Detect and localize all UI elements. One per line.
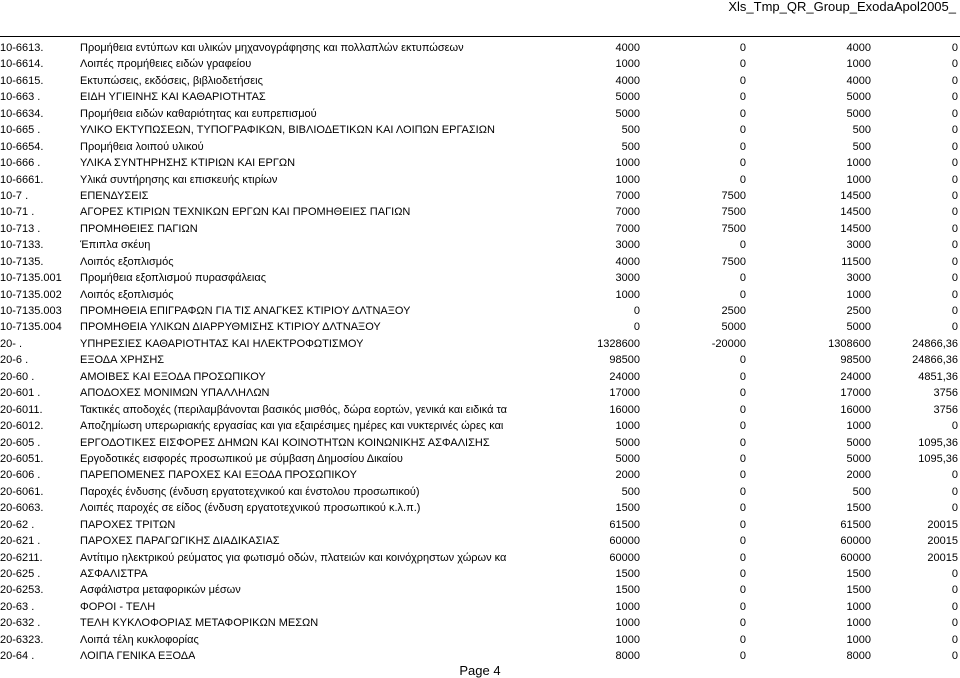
- description-cell: ΥΠΗΡΕΣΙΕΣ ΚΑΘΑΡΙΟΤΗΤΑΣ ΚΑΙ ΗΛΕΚΤΡΟΦΩΤΙΣΜΟΥ: [80, 337, 364, 350]
- account-code-cell: 10-6613.: [0, 42, 44, 54]
- final-amount-cell: 1000: [846, 173, 871, 186]
- header-divider: [0, 36, 960, 37]
- spent-amount-cell: 0: [951, 74, 958, 87]
- final-amount-cell: 60000: [840, 551, 871, 564]
- final-amount-cell: 500: [852, 485, 871, 498]
- final-amount-cell: 17000: [840, 387, 871, 400]
- description-cell: ΦΟΡΟΙ - ΤΕΛΗ: [80, 600, 156, 613]
- description-cell: Εκτυπώσεις, εκδόσεις, βιβλιοδετήσεις: [80, 74, 263, 87]
- description-cell: Λοιπές προμήθειες ειδών γραφείου: [80, 58, 252, 71]
- account-code-cell: 10-7135.004: [0, 321, 62, 334]
- change-amount-cell: 7500: [721, 206, 746, 219]
- spent-amount-cell: 0: [951, 222, 958, 235]
- table-row: [0, 155, 960, 171]
- description-cell: Λοιπός εξοπλισμός: [80, 288, 174, 301]
- final-amount-cell: 14500: [840, 189, 871, 202]
- spent-amount-cell: 0: [951, 485, 958, 498]
- change-amount-cell: 0: [739, 584, 746, 597]
- final-amount-cell: 14500: [840, 222, 871, 235]
- spent-amount-cell: 0: [951, 255, 958, 268]
- spent-amount-cell: 0: [951, 617, 958, 630]
- table-row: [0, 599, 960, 615]
- spent-amount-cell: 0: [951, 584, 958, 597]
- table-row: [0, 336, 960, 352]
- spent-amount-cell: 0: [951, 469, 958, 482]
- change-amount-cell: 0: [739, 387, 746, 400]
- account-code-cell: 10-7135.: [0, 255, 44, 268]
- change-amount-cell: -20000: [711, 337, 746, 350]
- table-row: [0, 221, 960, 237]
- final-amount-cell: 8000: [846, 650, 871, 663]
- spent-amount-cell: 0: [951, 140, 958, 153]
- table-row: [0, 418, 960, 434]
- description-cell: Προμήθεια εξοπλισμού πυρασφάλειας: [80, 272, 267, 285]
- spent-amount-cell: 24866,36: [912, 337, 958, 350]
- initial-amount-cell: 1000: [615, 420, 640, 433]
- table-row: [0, 533, 960, 549]
- final-amount-cell: 60000: [840, 535, 871, 548]
- account-code-cell: 20-6012.: [0, 420, 44, 433]
- initial-amount-cell: 98500: [609, 354, 640, 367]
- description-cell: ΕΡΓΟΔΟΤΙΚΕΣ ΕΙΣΦΟΡΕΣ ΔΗΜΩΝ ΚΑΙ ΚΟΙΝΟΤΗΤΩΝ ΚΟΙΝΩΝΙΚΗΣ ΑΣΦΑΛΙΣΗΣ: [80, 436, 490, 449]
- spent-amount-cell: 0: [951, 239, 958, 252]
- change-amount-cell: 7500: [721, 189, 746, 202]
- account-code-cell: 10-663 .: [0, 91, 41, 104]
- initial-amount-cell: 16000: [609, 403, 640, 416]
- final-amount-cell: 1500: [846, 584, 871, 597]
- table-row: [0, 270, 960, 286]
- description-cell: ΑΠΟΔΟΧΕΣ ΜΟΝΙΜΩΝ ΥΠΑΛΛΗΛΩΝ: [80, 387, 270, 400]
- description-cell: Προμήθεια εντύπων και υλικών μηχανογράφησης και πολλαπλών εκτυπώσεων: [80, 42, 464, 54]
- description-cell: Ασφάλιστρα μεταφορικών μέσων: [80, 584, 241, 597]
- account-code-cell: 10-713 .: [0, 222, 41, 235]
- initial-amount-cell: 1000: [615, 173, 640, 186]
- account-code-cell: 10-666 .: [0, 157, 41, 170]
- change-amount-cell: 0: [739, 91, 746, 104]
- spent-amount-cell: 3756: [933, 387, 958, 400]
- account-code-cell: 20-6063.: [0, 502, 44, 515]
- account-code-cell: 10-6615.: [0, 74, 44, 87]
- change-amount-cell: 7500: [721, 222, 746, 235]
- initial-amount-cell: 4000: [615, 42, 640, 54]
- spent-amount-cell: 20015: [927, 551, 958, 564]
- description-cell: ΕΠΕΝΔΥΣΕΙΣ: [80, 189, 149, 202]
- initial-amount-cell: 5000: [615, 107, 640, 120]
- spent-amount-cell: 0: [951, 568, 958, 580]
- spent-amount-cell: 0: [951, 189, 958, 202]
- final-amount-cell: 500: [852, 140, 871, 153]
- change-amount-cell: 0: [739, 42, 746, 54]
- spent-amount-cell: 20015: [927, 518, 958, 531]
- table-row: [0, 615, 960, 631]
- initial-amount-cell: 1000: [615, 58, 640, 71]
- change-amount-cell: 0: [739, 124, 746, 137]
- change-amount-cell: 2500: [721, 305, 746, 317]
- initial-amount-cell: 4000: [615, 255, 640, 268]
- change-amount-cell: 0: [739, 485, 746, 498]
- initial-amount-cell: 24000: [609, 370, 640, 383]
- final-amount-cell: 14500: [840, 206, 871, 219]
- account-code-cell: 20-6061.: [0, 485, 44, 498]
- initial-amount-cell: 17000: [609, 387, 640, 400]
- description-cell: ΠΑΡΕΠΟΜΕΝΕΣ ΠΑΡΟΧΕΣ ΚΑΙ ΕΞΟΔΑ ΠΡΟΣΩΠΙΚΟΥ: [80, 469, 357, 482]
- table-row: [0, 139, 960, 155]
- table-row: [0, 484, 960, 500]
- description-cell: Λοιπά τέλη κυκλοφορίας: [80, 633, 199, 646]
- description-cell: ΕΞΟΔΑ ΧΡΗΣΗΣ: [80, 354, 165, 367]
- change-amount-cell: 0: [739, 535, 746, 548]
- table-row: [0, 172, 960, 188]
- final-amount-cell: 1308600: [828, 337, 871, 350]
- table-row: [0, 566, 960, 582]
- initial-amount-cell: 7000: [615, 189, 640, 202]
- description-cell: Λοιπές παροχές σε είδος (ένδυση εργατοτεχνικού προσωπικού κ.λ.π.): [80, 502, 421, 515]
- page-number: Page 4: [459, 663, 501, 678]
- final-amount-cell: 2000: [846, 469, 871, 482]
- description-cell: ΠΡΟΜΗΘΕΙΑ ΕΠΙΓΡΑΦΩΝ ΓΙΑ ΤΙΣ ΑΝΑΓΚΕΣ ΚΤΙΡΙΟΥ ΔΛΤΝΑΞΟΥ: [80, 305, 411, 317]
- spent-amount-cell: 0: [951, 173, 958, 186]
- account-code-cell: 20-62 .: [0, 518, 35, 531]
- account-code-cell: 10-7133.: [0, 239, 44, 252]
- initial-amount-cell: 3000: [615, 272, 640, 285]
- table-row: [0, 402, 960, 418]
- table-row: [0, 550, 960, 566]
- description-cell: Υλικά συντήρησης και επισκευής κτιρίων: [80, 173, 278, 186]
- initial-amount-cell: 3000: [615, 239, 640, 252]
- table-row: [0, 582, 960, 598]
- account-code-cell: 20-6 .: [0, 354, 29, 367]
- change-amount-cell: 0: [739, 420, 746, 433]
- description-cell: ΑΜΟΙΒΕΣ ΚΑΙ ΕΞΟΔΑ ΠΡΟΣΩΠΙΚΟΥ: [80, 370, 266, 383]
- account-code-cell: 20- .: [0, 337, 23, 350]
- change-amount-cell: 0: [739, 568, 746, 580]
- table-row: [0, 254, 960, 270]
- table-row: [0, 122, 960, 138]
- initial-amount-cell: 1000: [615, 157, 640, 170]
- change-amount-cell: 0: [739, 551, 746, 564]
- final-amount-cell: 5000: [846, 321, 871, 334]
- change-amount-cell: 0: [739, 157, 746, 170]
- change-amount-cell: 0: [739, 403, 746, 416]
- change-amount-cell: 0: [739, 107, 746, 120]
- change-amount-cell: 0: [739, 617, 746, 630]
- final-amount-cell: 4000: [846, 74, 871, 87]
- table-row: [0, 237, 960, 253]
- description-cell: ΕΙΔΗ ΥΓΙΕΙΝΗΣ ΚΑΙ ΚΑΘΑΡΙΟΤΗΤΑΣ: [80, 91, 266, 104]
- table-row: [0, 451, 960, 467]
- spent-amount-cell: 0: [951, 272, 958, 285]
- table-row: [0, 500, 960, 516]
- change-amount-cell: 0: [739, 469, 746, 482]
- table-row: [0, 188, 960, 204]
- table-row: [0, 40, 960, 56]
- final-amount-cell: 1500: [846, 568, 871, 580]
- initial-amount-cell: 1000: [615, 617, 640, 630]
- description-cell: Αποζημίωση υπερωριακής εργασίας και για εξαιρέσιμες ημέρες και νυκτερινές ώρες και: [80, 420, 504, 433]
- table-row: [0, 56, 960, 72]
- description-cell: ΥΛΙΚΑ ΣΥΝΤΗΡΗΣΗΣ ΚΤΙΡΙΩΝ ΚΑΙ ΕΡΓΩΝ: [80, 157, 296, 170]
- spent-amount-cell: 0: [951, 650, 958, 663]
- account-code-cell: 20-6211.: [0, 551, 43, 564]
- table-row: [0, 369, 960, 385]
- final-amount-cell: 500: [852, 124, 871, 137]
- initial-amount-cell: 7000: [615, 222, 640, 235]
- account-code-cell: 10-7135.003: [0, 305, 62, 317]
- description-cell: Προμήθεια λοιπού υλικού: [80, 140, 204, 153]
- initial-amount-cell: 0: [633, 321, 640, 334]
- final-amount-cell: 1000: [846, 600, 871, 613]
- change-amount-cell: 0: [739, 74, 746, 87]
- initial-amount-cell: 2000: [615, 469, 640, 482]
- final-amount-cell: 1500: [846, 502, 871, 515]
- change-amount-cell: 7500: [721, 255, 746, 268]
- initial-amount-cell: 7000: [615, 206, 640, 219]
- description-cell: ΠΑΡΟΧΕΣ ΠΑΡΑΓΩΓΙΚΗΣ ΔΙΑΔΙΚΑΣΙΑΣ: [80, 535, 280, 548]
- description-cell: Έπιπλα σκέυη: [80, 239, 151, 252]
- change-amount-cell: 0: [739, 58, 746, 71]
- account-code-cell: 10-7 .: [0, 189, 29, 202]
- description-cell: Τακτικές αποδοχές (περιλαμβάνονται βασικός μισθός, δώρα εορτών, γενικά και ειδικά τα: [80, 403, 508, 416]
- table-row: [0, 632, 960, 648]
- spent-amount-cell: 0: [951, 321, 958, 334]
- account-code-cell: 20-6011.: [0, 403, 43, 416]
- spent-amount-cell: 3756: [933, 403, 958, 416]
- final-amount-cell: 3000: [846, 272, 871, 285]
- table-row: [0, 287, 960, 303]
- final-amount-cell: 2500: [846, 305, 871, 317]
- account-code-cell: 10-6661.: [0, 173, 44, 186]
- description-cell: ΥΛΙΚΟ ΕΚΤΥΠΩΣΕΩΝ, ΤΥΠΟΓΡΑΦΙΚΩΝ, ΒΙΒΛΙΟΔΕΤΙΚΩΝ ΚΑΙ ΛΟΙΠΩΝ ΕΡΓΑΣΙΩΝ: [80, 124, 495, 137]
- table-row: [0, 352, 960, 368]
- change-amount-cell: 5000: [721, 321, 746, 334]
- spent-amount-cell: 1095,36: [918, 436, 958, 449]
- initial-amount-cell: 500: [621, 124, 640, 137]
- spent-amount-cell: 0: [951, 42, 958, 54]
- table-row: [0, 319, 960, 335]
- change-amount-cell: 0: [739, 518, 746, 531]
- final-amount-cell: 11500: [841, 255, 871, 268]
- description-cell: ΠΑΡΟΧΕΣ ΤΡΙΤΩΝ: [80, 518, 176, 531]
- spent-amount-cell: 0: [951, 157, 958, 170]
- initial-amount-cell: 61500: [609, 518, 640, 531]
- final-amount-cell: 4000: [846, 42, 871, 54]
- description-cell: Λοιπός εξοπλισμός: [80, 255, 174, 268]
- table-row: [0, 517, 960, 533]
- final-amount-cell: 5000: [846, 91, 871, 104]
- initial-amount-cell: 500: [621, 140, 640, 153]
- initial-amount-cell: 8000: [615, 650, 640, 663]
- change-amount-cell: 0: [739, 452, 746, 465]
- spent-amount-cell: 0: [951, 107, 958, 120]
- change-amount-cell: 0: [739, 370, 746, 383]
- final-amount-cell: 5000: [846, 452, 871, 465]
- change-amount-cell: 0: [739, 650, 746, 663]
- initial-amount-cell: 1500: [615, 584, 640, 597]
- change-amount-cell: 0: [739, 140, 746, 153]
- description-cell: Προμήθεια ειδών καθαριότητας και ευπρεπισμού: [80, 107, 317, 120]
- account-code-cell: 10-7135.002: [0, 288, 62, 301]
- final-amount-cell: 1000: [846, 617, 871, 630]
- account-code-cell: 20-625 .: [0, 568, 41, 580]
- initial-amount-cell: 5000: [615, 91, 640, 104]
- document-title: Xls_Tmp_QR_Group_ExodaApol2005_: [728, 0, 956, 14]
- initial-amount-cell: 1000: [615, 600, 640, 613]
- description-cell: Εργοδοτικές εισφορές προσωπικού με σύμβαση Δημοσίου Δικαίου: [80, 452, 403, 465]
- description-cell: ΠΡΟΜΗΘΕΙΑ ΥΛΙΚΩΝ ΔΙΑΡΡΥΘΜΙΣΗΣ ΚΤΙΡΙΟΥ ΔΛΤΝΑΞΟΥ: [80, 321, 381, 334]
- change-amount-cell: 0: [739, 633, 746, 646]
- spent-amount-cell: 0: [951, 502, 958, 515]
- account-code-cell: 20-64 .: [0, 650, 35, 663]
- description-cell: ΑΣΦΑΛΙΣΤΡΑ: [80, 568, 148, 580]
- account-code-cell: 20-621 .: [0, 535, 41, 548]
- table-row: [0, 435, 960, 451]
- spent-amount-cell: 0: [951, 58, 958, 71]
- account-code-cell: 20-6253.: [0, 584, 44, 597]
- initial-amount-cell: 5000: [615, 452, 640, 465]
- initial-amount-cell: 1500: [615, 568, 640, 580]
- description-cell: ΠΡΟΜΗΘΕΙΕΣ ΠΑΓΙΩΝ: [80, 222, 198, 235]
- spent-amount-cell: 0: [951, 420, 958, 433]
- initial-amount-cell: 1500: [615, 502, 640, 515]
- budget-table: [0, 40, 960, 665]
- account-code-cell: 10-7135.001: [0, 272, 62, 285]
- final-amount-cell: 1000: [846, 58, 871, 71]
- change-amount-cell: 0: [739, 354, 746, 367]
- spent-amount-cell: 0: [951, 600, 958, 613]
- initial-amount-cell: 1328600: [597, 337, 640, 350]
- account-code-cell: 20-632 .: [0, 617, 41, 630]
- account-code-cell: 10-6634.: [0, 107, 44, 120]
- final-amount-cell: 24000: [840, 370, 871, 383]
- table-row: [0, 73, 960, 89]
- description-cell: ΑΓΟΡΕΣ ΚΤΙΡΙΩΝ ΤΕΧΝΙΚΩΝ ΕΡΓΩΝ ΚΑΙ ΠΡΟΜΗΘΕΙΕΣ ΠΑΓΙΩΝ: [80, 206, 411, 219]
- final-amount-cell: 1000: [846, 633, 871, 646]
- table-row: [0, 204, 960, 220]
- account-code-cell: 20-63 .: [0, 600, 35, 613]
- table-row: [0, 303, 960, 319]
- description-cell: Παροχές ένδυσης (ένδυση εργατοτεχνικού και ένστολου προσωπικού): [80, 485, 420, 498]
- account-code-cell: 20-606 .: [0, 469, 41, 482]
- final-amount-cell: 5000: [846, 436, 871, 449]
- spent-amount-cell: 20015: [927, 535, 958, 548]
- final-amount-cell: 5000: [846, 107, 871, 120]
- change-amount-cell: 0: [739, 502, 746, 515]
- spent-amount-cell: 0: [951, 288, 958, 301]
- final-amount-cell: 1000: [846, 288, 871, 301]
- initial-amount-cell: 1000: [615, 288, 640, 301]
- spent-amount-cell: 24866,36: [912, 354, 958, 367]
- initial-amount-cell: 500: [621, 485, 640, 498]
- initial-amount-cell: 60000: [609, 551, 640, 564]
- initial-amount-cell: 5000: [615, 436, 640, 449]
- spent-amount-cell: 0: [951, 633, 958, 646]
- spent-amount-cell: 0: [951, 124, 958, 137]
- change-amount-cell: 0: [739, 173, 746, 186]
- spent-amount-cell: 0: [951, 91, 958, 104]
- final-amount-cell: 1000: [846, 420, 871, 433]
- change-amount-cell: 0: [739, 272, 746, 285]
- account-code-cell: 10-6654.: [0, 140, 44, 153]
- final-amount-cell: 16000: [840, 403, 871, 416]
- account-code-cell: 20-605 .: [0, 436, 41, 449]
- spent-amount-cell: 0: [951, 206, 958, 219]
- change-amount-cell: 0: [739, 600, 746, 613]
- initial-amount-cell: 4000: [615, 74, 640, 87]
- account-code-cell: 20-601 .: [0, 387, 41, 400]
- table-row: [0, 467, 960, 483]
- final-amount-cell: 1000: [846, 157, 871, 170]
- table-row: [0, 106, 960, 122]
- spent-amount-cell: 1095,36: [918, 452, 958, 465]
- final-amount-cell: 3000: [846, 239, 871, 252]
- spent-amount-cell: 4851,36: [918, 370, 958, 383]
- change-amount-cell: 0: [739, 239, 746, 252]
- initial-amount-cell: 60000: [609, 535, 640, 548]
- account-code-cell: 10-71 .: [0, 206, 35, 219]
- description-cell: ΤΕΛΗ ΚΥΚΛΟΦΟΡΙΑΣ ΜΕΤΑΦΟΡΙΚΩΝ ΜΕΣΩΝ: [80, 617, 319, 630]
- description-cell: ΛΟΙΠΑ ΓΕΝΙΚΑ ΕΞΟΔΑ: [80, 650, 196, 663]
- initial-amount-cell: 1000: [615, 633, 640, 646]
- change-amount-cell: 0: [739, 436, 746, 449]
- account-code-cell: 10-665 .: [0, 124, 41, 137]
- account-code-cell: 20-6051.: [0, 452, 44, 465]
- account-code-cell: 10-6614.: [0, 58, 44, 71]
- table-row: [0, 385, 960, 401]
- initial-amount-cell: 0: [633, 305, 640, 317]
- change-amount-cell: 0: [739, 288, 746, 301]
- table-row: [0, 89, 960, 105]
- final-amount-cell: 98500: [840, 354, 871, 367]
- account-code-cell: 20-6323.: [0, 633, 44, 646]
- description-cell: Αντίτιμο ηλεκτρικού ρεύματος για φωτισμό οδών, πλατειών και κοινόχρηστων χώρων κα: [80, 551, 507, 564]
- account-code-cell: 20-60 .: [0, 370, 35, 383]
- final-amount-cell: 61500: [840, 518, 871, 531]
- spent-amount-cell: 0: [951, 305, 958, 317]
